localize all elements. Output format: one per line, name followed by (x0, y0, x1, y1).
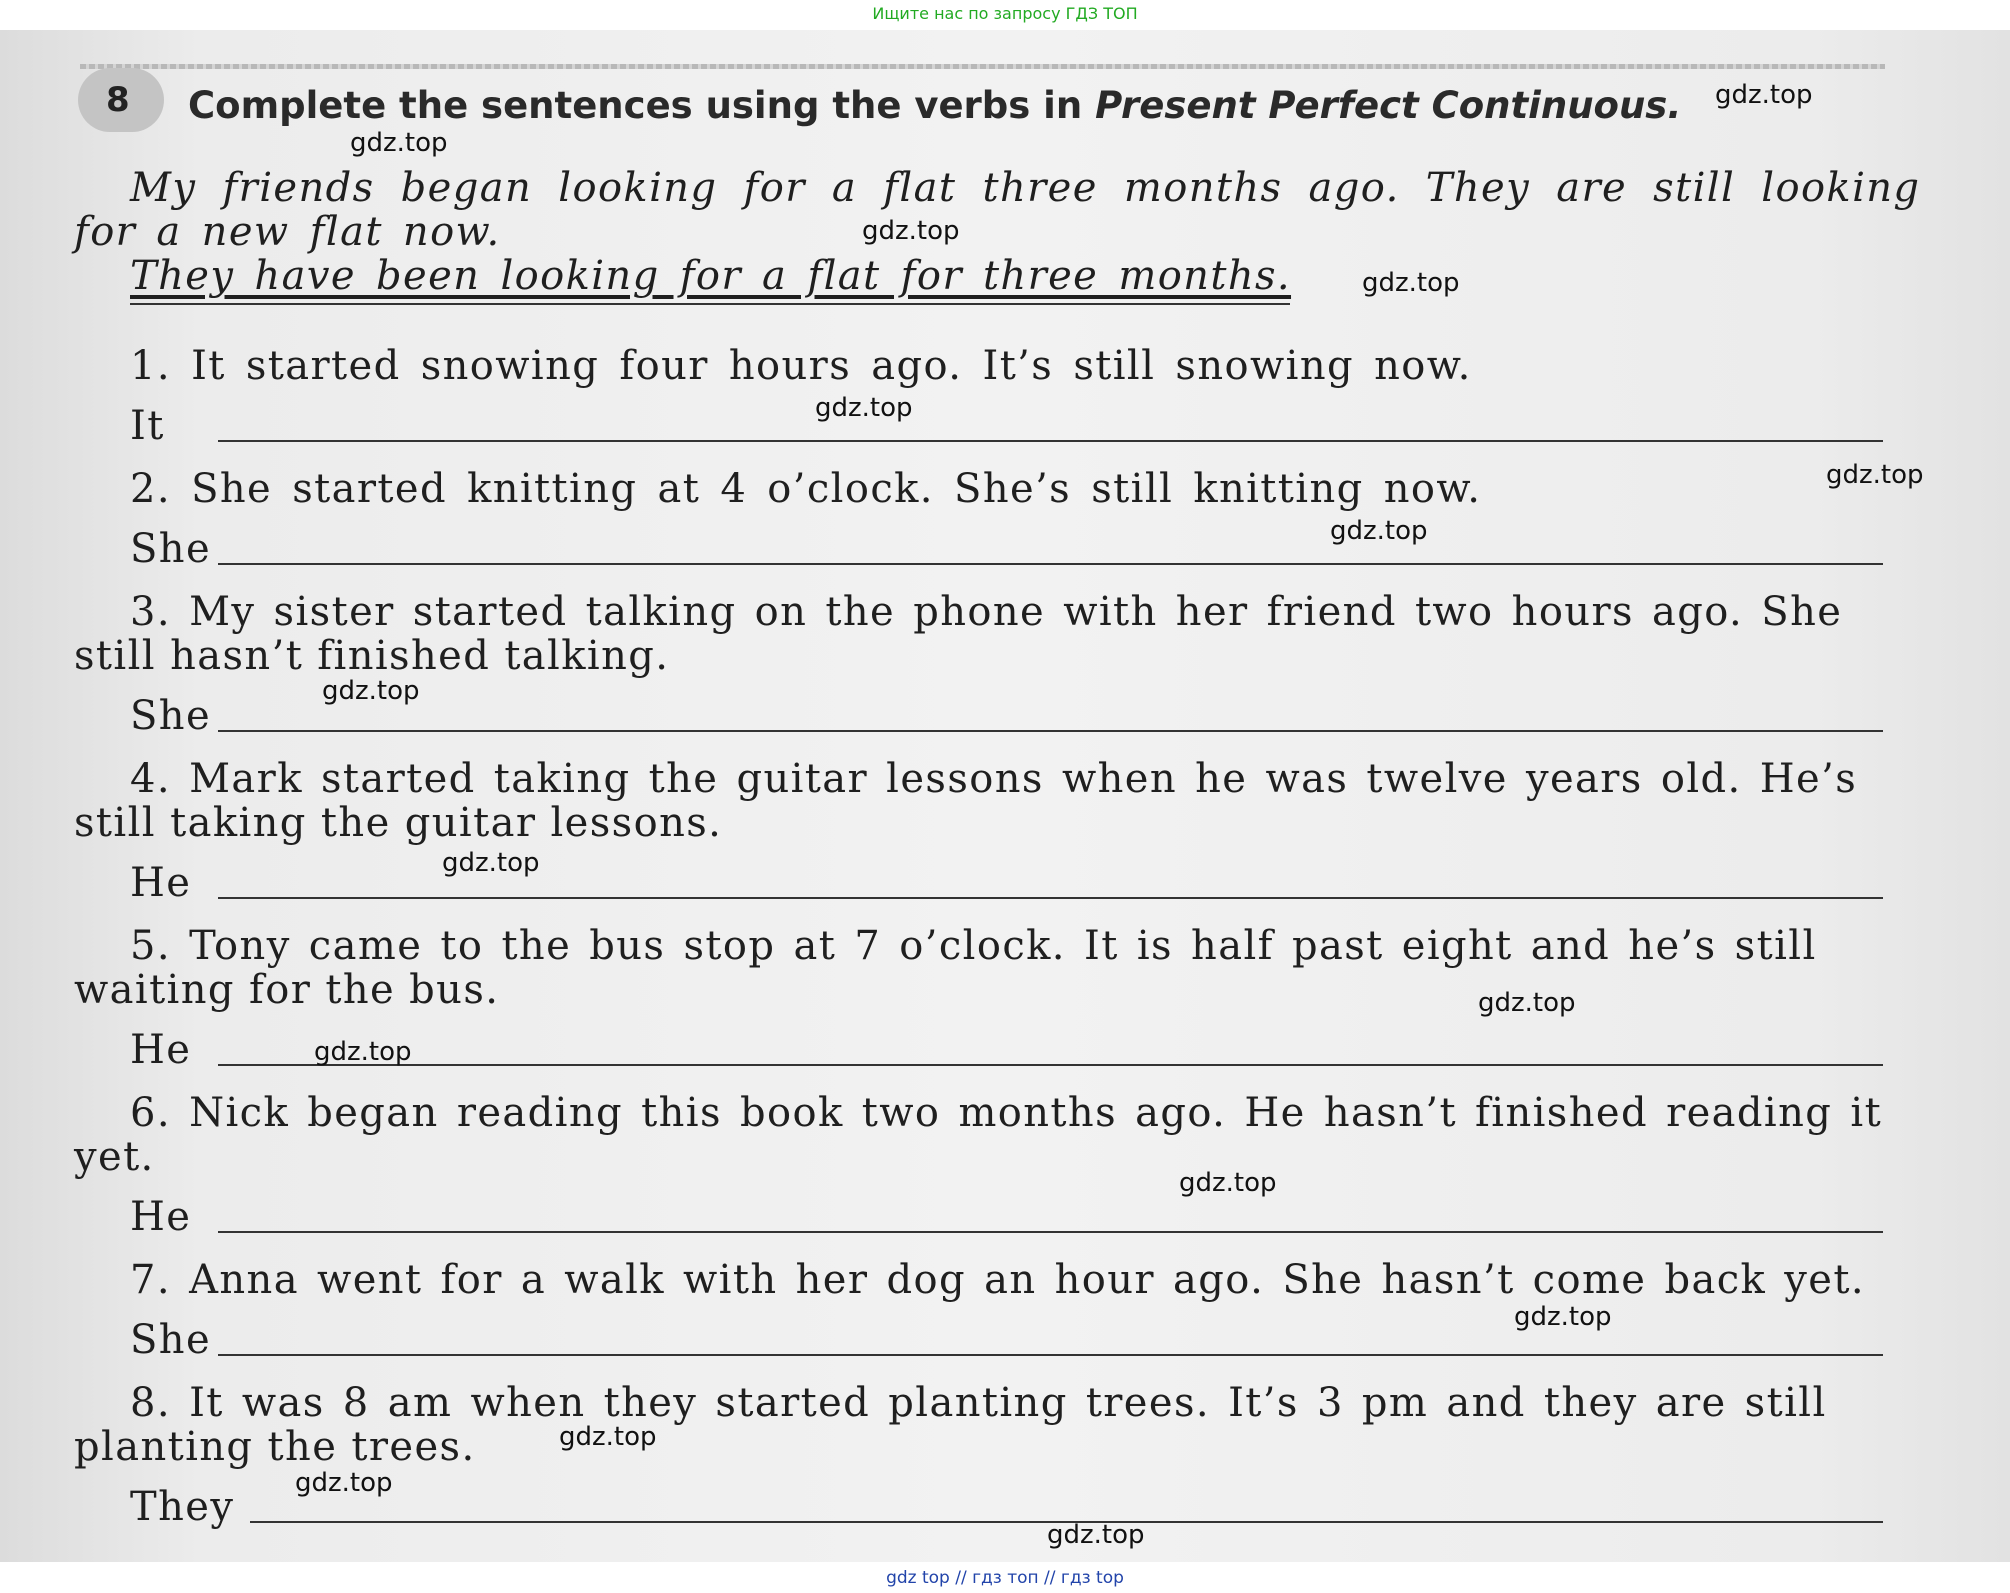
bottom-banner-link[interactable]: gdz top // гдз топ // гдз top (886, 1568, 1124, 1588)
exercise-3-subject: She (130, 693, 212, 739)
watermark: gdz.top (815, 393, 913, 423)
exercise-3-line-1: 3. My sister started talking on the phone with her friend two hours ago. She (130, 589, 1843, 635)
header-divider (80, 64, 1885, 69)
watermark: gdz.top (442, 848, 540, 878)
exercise-5-line-1: 5. Tony came to the bus stop at 7 o’clock. It is half past eight and he’s still (130, 923, 1817, 969)
instruction-text: Complete the sentences using the verbs in (188, 84, 1096, 127)
exercise-3-line-2: still hasn’t finished talking. (74, 633, 670, 679)
exercise-4-answer-line[interactable] (218, 897, 1883, 899)
example-sentence-line-2: for a new flat now. (74, 209, 501, 255)
watermark: gdz.top (295, 1468, 393, 1498)
exercise-3-answer-line[interactable] (218, 730, 1883, 732)
instruction-tense: Present Perfect Continuous. (1095, 84, 1682, 127)
watermark: gdz.top (1330, 516, 1428, 546)
watermark: gdz.top (1362, 268, 1460, 298)
exercise-5-answer-line[interactable] (218, 1064, 1883, 1066)
exercise-4-line-1: 4. Mark started taking the guitar lessons when he was twelve years old. He’s (130, 756, 1858, 802)
exercise-6-subject: He (130, 1194, 192, 1240)
exercise-8-line-1: 8. It was 8 am when they started planting trees. It’s 3 pm and they are still (130, 1380, 1827, 1426)
exercise-4-line-2: still taking the guitar lessons. (74, 800, 723, 846)
watermark: gdz.top (350, 128, 448, 158)
watermark: gdz.top (559, 1422, 657, 1452)
example-sentence-line-1: My friends began looking for a flat three months ago. They are still looking (130, 165, 1921, 211)
exercise-2-subject: She (130, 526, 212, 572)
top-banner-link[interactable]: Ищите нас по запросу ГДЗ ТОП (872, 4, 1138, 23)
watermark: gdz.top (1715, 80, 1813, 110)
exercise-1-line-1: 1. It started snowing four hours ago. It’s still snowing now. (130, 343, 1472, 389)
watermark: gdz.top (1478, 988, 1576, 1018)
example-answer: They have been looking for a flat for three months. (130, 253, 1292, 299)
watermark: gdz.top (1179, 1168, 1277, 1198)
exercise-8-subject: They (130, 1484, 235, 1530)
example-answer-underline (130, 303, 1290, 305)
exercise-5-subject: He (130, 1027, 192, 1073)
exercise-6-line-2: yet. (74, 1134, 155, 1180)
watermark: gdz.top (314, 1037, 412, 1067)
exercise-7-subject: She (130, 1317, 212, 1363)
exercise-8-line-2: planting the trees. (74, 1424, 476, 1470)
exercise-4-subject: He (130, 860, 192, 906)
watermark: gdz.top (1826, 460, 1924, 490)
exercise-7-line-1: 7. Anna went for a walk with her dog an hour ago. She hasn’t come back yet. (130, 1257, 1865, 1303)
watermark: gdz.top (322, 676, 420, 706)
watermark: gdz.top (1514, 1302, 1612, 1332)
watermark: gdz.top (1047, 1520, 1145, 1550)
exercise-1-subject: It (130, 403, 165, 449)
exercise-5-line-2: waiting for the bus. (74, 967, 500, 1013)
watermark: gdz.top (862, 216, 960, 246)
task-number-badge: 8 (78, 68, 164, 132)
task-instruction (188, 84, 1681, 127)
exercise-7-answer-line[interactable] (218, 1354, 1883, 1356)
exercise-6-line-1: 6. Nick began reading this book two months ago. He hasn’t finished reading it (130, 1090, 1883, 1136)
exercise-1-answer-line[interactable] (218, 440, 1883, 442)
exercise-2-answer-line[interactable] (218, 563, 1883, 565)
exercise-2-line-1: 2. She started knitting at 4 o’clock. She’s still knitting now. (130, 466, 1482, 512)
exercise-6-answer-line[interactable] (218, 1231, 1883, 1233)
